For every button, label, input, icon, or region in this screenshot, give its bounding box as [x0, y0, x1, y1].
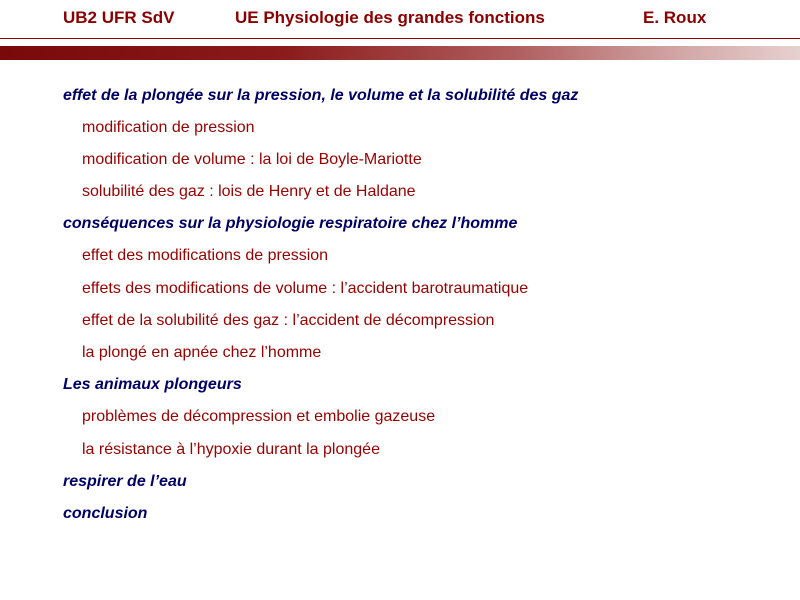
outline-item: modification de pression [82, 119, 255, 136]
outline-item: problèmes de décompression et embolie gazeuse [82, 408, 436, 425]
header-author: E. Roux [643, 8, 707, 27]
section-title-diving-animals: Les animaux plongeurs [63, 376, 242, 393]
section-title-respiratory-physiology: conséquences sur la physiologie respiratoire chez l’homme [63, 215, 518, 232]
outline-item: solubilité des gaz : lois de Henry et de Haldane [82, 183, 416, 200]
outline-item: effets des modifications de volume : l’accident barotraumatique [82, 280, 529, 297]
section-title-breathing-water: respirer de l’eau [63, 473, 187, 490]
outline-item: la plongé en apnée chez l’homme [82, 344, 322, 361]
outline-item: modification de volume : la loi de Boyle-Mariotte [82, 151, 422, 168]
section-title-conclusion: conclusion [63, 505, 148, 522]
header-institution: UB2 UFR SdV [63, 8, 175, 27]
section-title-diving-effects: effet de la plongée sur la pression, le volume et la solubilité des gaz [63, 87, 579, 104]
outline-item: la résistance à l’hypoxie durant la plongée [82, 441, 380, 458]
header-course-title: UE Physiologie des grandes fonctions [235, 8, 545, 27]
outline-item: effet des modifications de pression [82, 247, 329, 264]
outline-item: effet de la solubilité des gaz : l’accident de décompression [82, 312, 495, 329]
